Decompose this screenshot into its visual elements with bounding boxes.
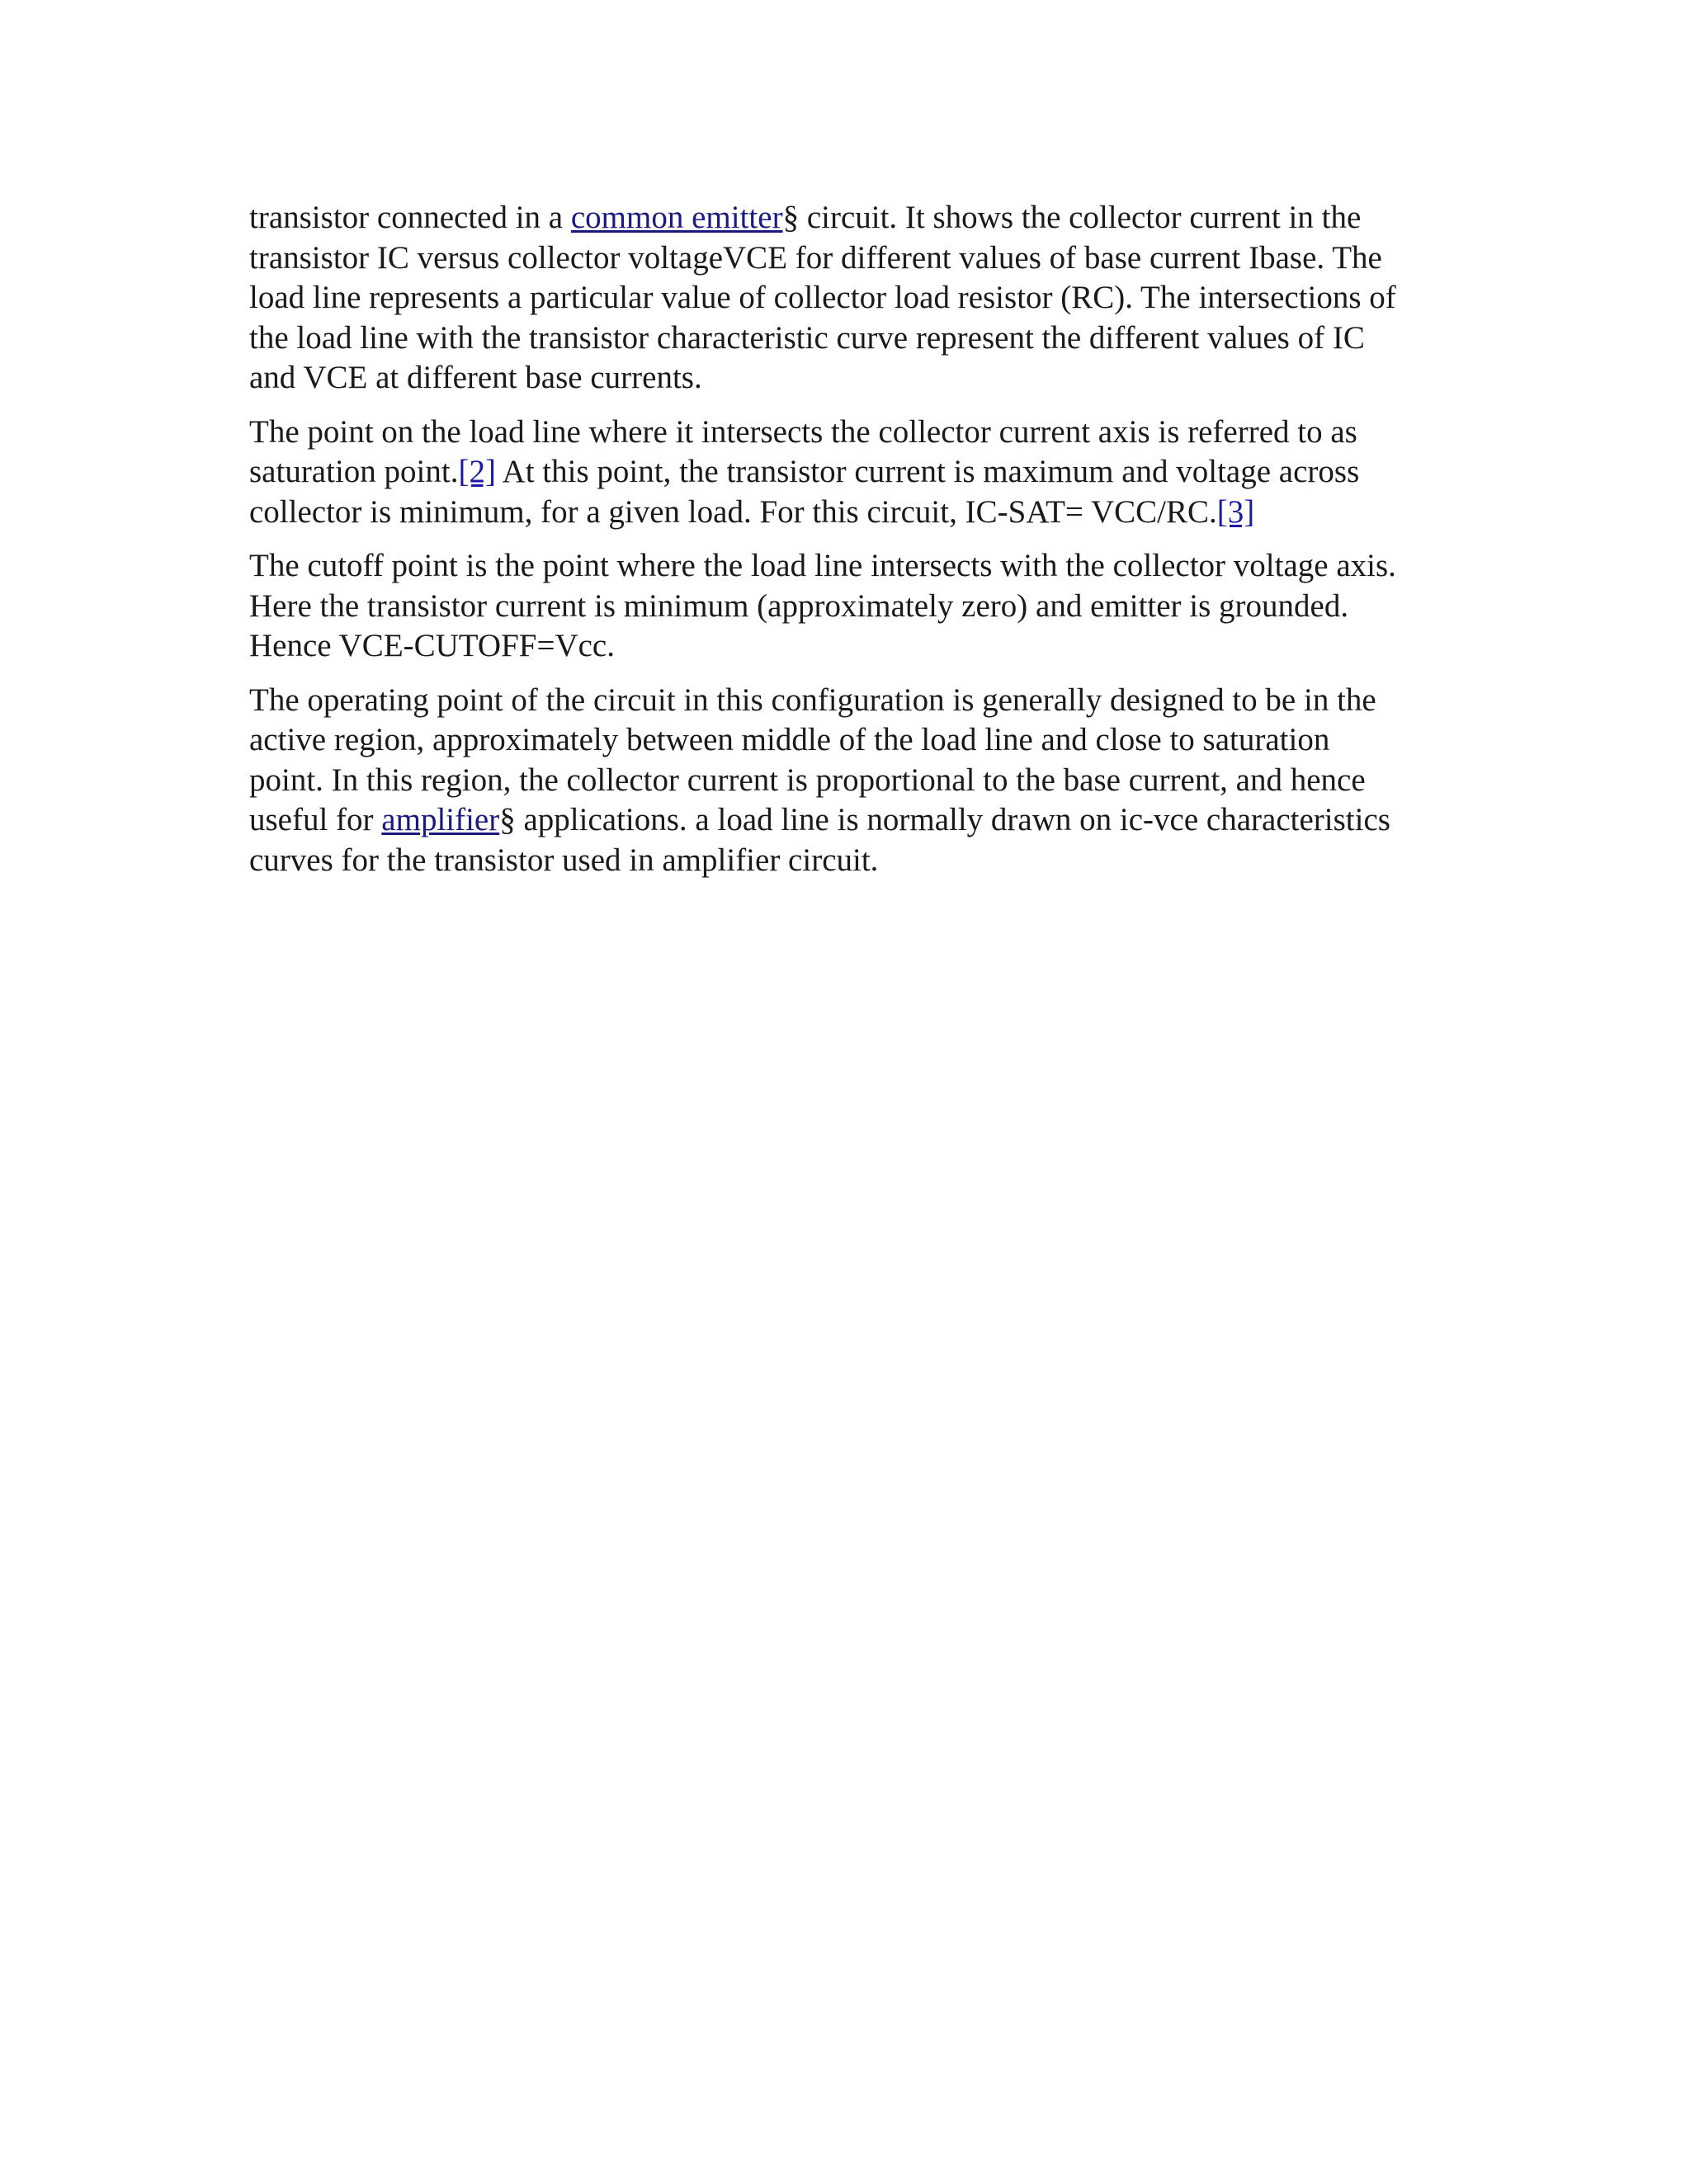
paragraph-saturation-point <box>249 413 1454 533</box>
text-line: curves for the transistor used in amplifier circuit. <box>249 842 879 878</box>
text-line: The point on the load line where it intersects the collector current axis is referred to as <box>249 413 1357 450</box>
paragraph-operating-point <box>249 681 1454 881</box>
text-line: the load line with the transistor characteristic curve represent the different values of IC <box>249 319 1365 356</box>
paragraph-cutoff-point <box>249 546 1454 667</box>
reference-2-link[interactable]: [2] <box>458 454 496 489</box>
text-line <box>249 452 1454 493</box>
text-line: active region, approximately between middle of the load line and close to saturation <box>249 722 1330 757</box>
text-line <box>249 198 1454 238</box>
section-mark-icon[interactable]: § <box>499 802 516 837</box>
text-span: saturation point. <box>249 454 459 489</box>
text-line: point. In this region, the collector current is proportional to the base current, and hence <box>249 762 1366 798</box>
text-line: and VCE at different base currents. <box>249 360 702 395</box>
amplifier-link[interactable]: amplifier <box>381 802 500 837</box>
text-line: The cutoff point is the point where the load line intersects with the collector voltage axis. <box>249 548 1396 583</box>
text-line: Hence VCE-CUTOFF=Vcc. <box>249 628 615 663</box>
text-line: load line represents a particular value of collector load resistor (RC). The intersections of <box>249 280 1396 315</box>
text-span: circuit. It shows the collector current in the <box>799 200 1362 235</box>
text-line: The operating point of the circuit in this configuration is generally designed to be in the <box>249 682 1376 718</box>
text-line <box>249 493 1454 533</box>
reference-3-link[interactable]: [3] <box>1216 493 1255 530</box>
text-span: transistor connected in a <box>249 200 571 235</box>
text-span: useful for <box>249 802 382 837</box>
text-span: collector is minimum, for a given load. For this circuit, IC-SAT= VCC/RC. <box>249 493 1217 530</box>
text-line: Here the transistor current is minimum (approximately zero) and emitter is grounded. <box>249 587 1349 624</box>
text-span: At this point, the transistor current is maximum and voltage across <box>495 454 1360 489</box>
section-mark-icon[interactable]: § <box>782 200 800 235</box>
text-line <box>249 800 1454 841</box>
text-line: transistor IC versus collector voltageVCE for different values of base current Ibase. The <box>249 239 1382 276</box>
paragraph-load-line-intro <box>249 198 1454 399</box>
common-emitter-link[interactable]: common emitter <box>570 200 783 235</box>
text-span: applications. a load line is normally drawn on ic-vce characteristics <box>515 802 1390 837</box>
article-body <box>249 198 1454 894</box>
